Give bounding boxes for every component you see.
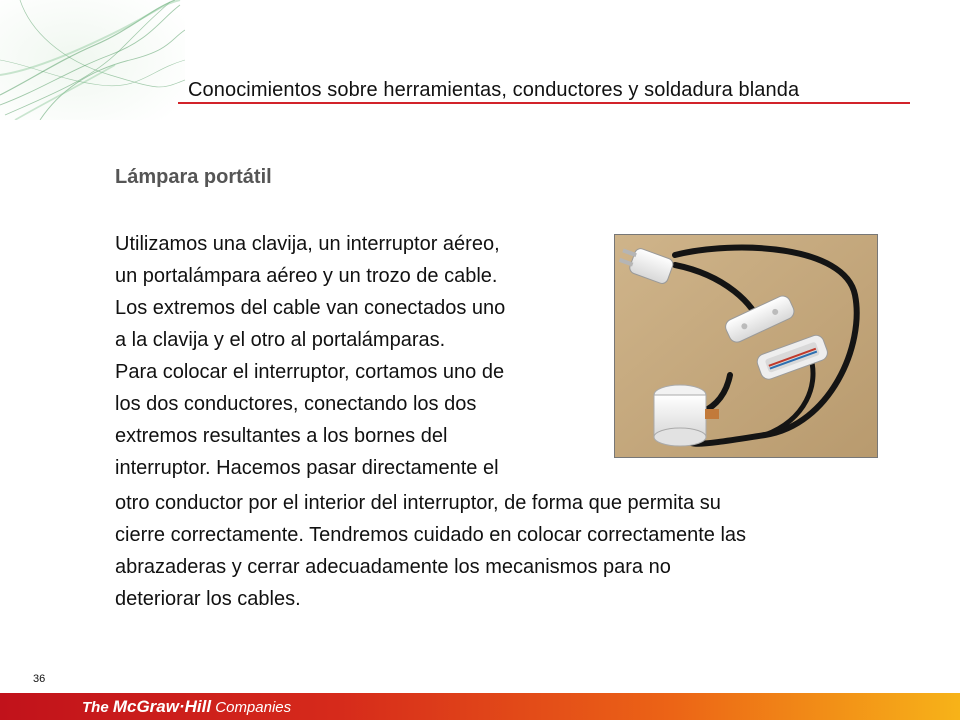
logo-brand: McGraw·Hill: [112, 697, 212, 716]
publisher-logo: [82, 697, 291, 718]
body-line: cierre correctamente. Tendremos cuidado en colocar correctamente las: [115, 524, 747, 546]
body-line: deteriorar los cables.: [115, 588, 301, 610]
header-title: Conocimientos sobre herramientas, conductores y soldadura blanda: [188, 79, 800, 101]
body-text-lower: [115, 487, 746, 615]
decorative-swirl-graphic: [0, 0, 185, 120]
page-number: 36: [33, 673, 46, 685]
body-line: abrazaderas y cerrar adecuadamente los mecanismos para no: [115, 556, 671, 578]
body-line: a la clavija y el otro al portalámparas.: [115, 329, 446, 351]
footer-bar: [0, 693, 960, 720]
body-line: extremos resultantes a los bornes del: [115, 425, 448, 447]
body-line: interruptor. Hacemos pasar directamente el: [115, 457, 499, 479]
body-line: Los extremos del cable van conectados uno: [115, 297, 506, 319]
section-title: Lámpara portátil: [115, 166, 272, 188]
logo-companies: Companies: [215, 699, 292, 716]
header-divider: [178, 102, 910, 104]
body-line: Utilizamos una clavija, un interruptor aéreo,: [115, 233, 500, 255]
logo-the: The: [82, 699, 109, 716]
body-line: los dos conductores, conectando los dos: [115, 393, 477, 415]
body-line: Para colocar el interruptor, cortamos uno de: [115, 361, 505, 383]
body-line: otro conductor por el interior del interruptor, de forma que permita su: [115, 492, 721, 514]
body-text-upper: [115, 228, 505, 484]
body-line: un portalámpara aéreo y un trozo de cable.: [115, 265, 498, 287]
lamp-assembly-photo: [614, 234, 878, 458]
